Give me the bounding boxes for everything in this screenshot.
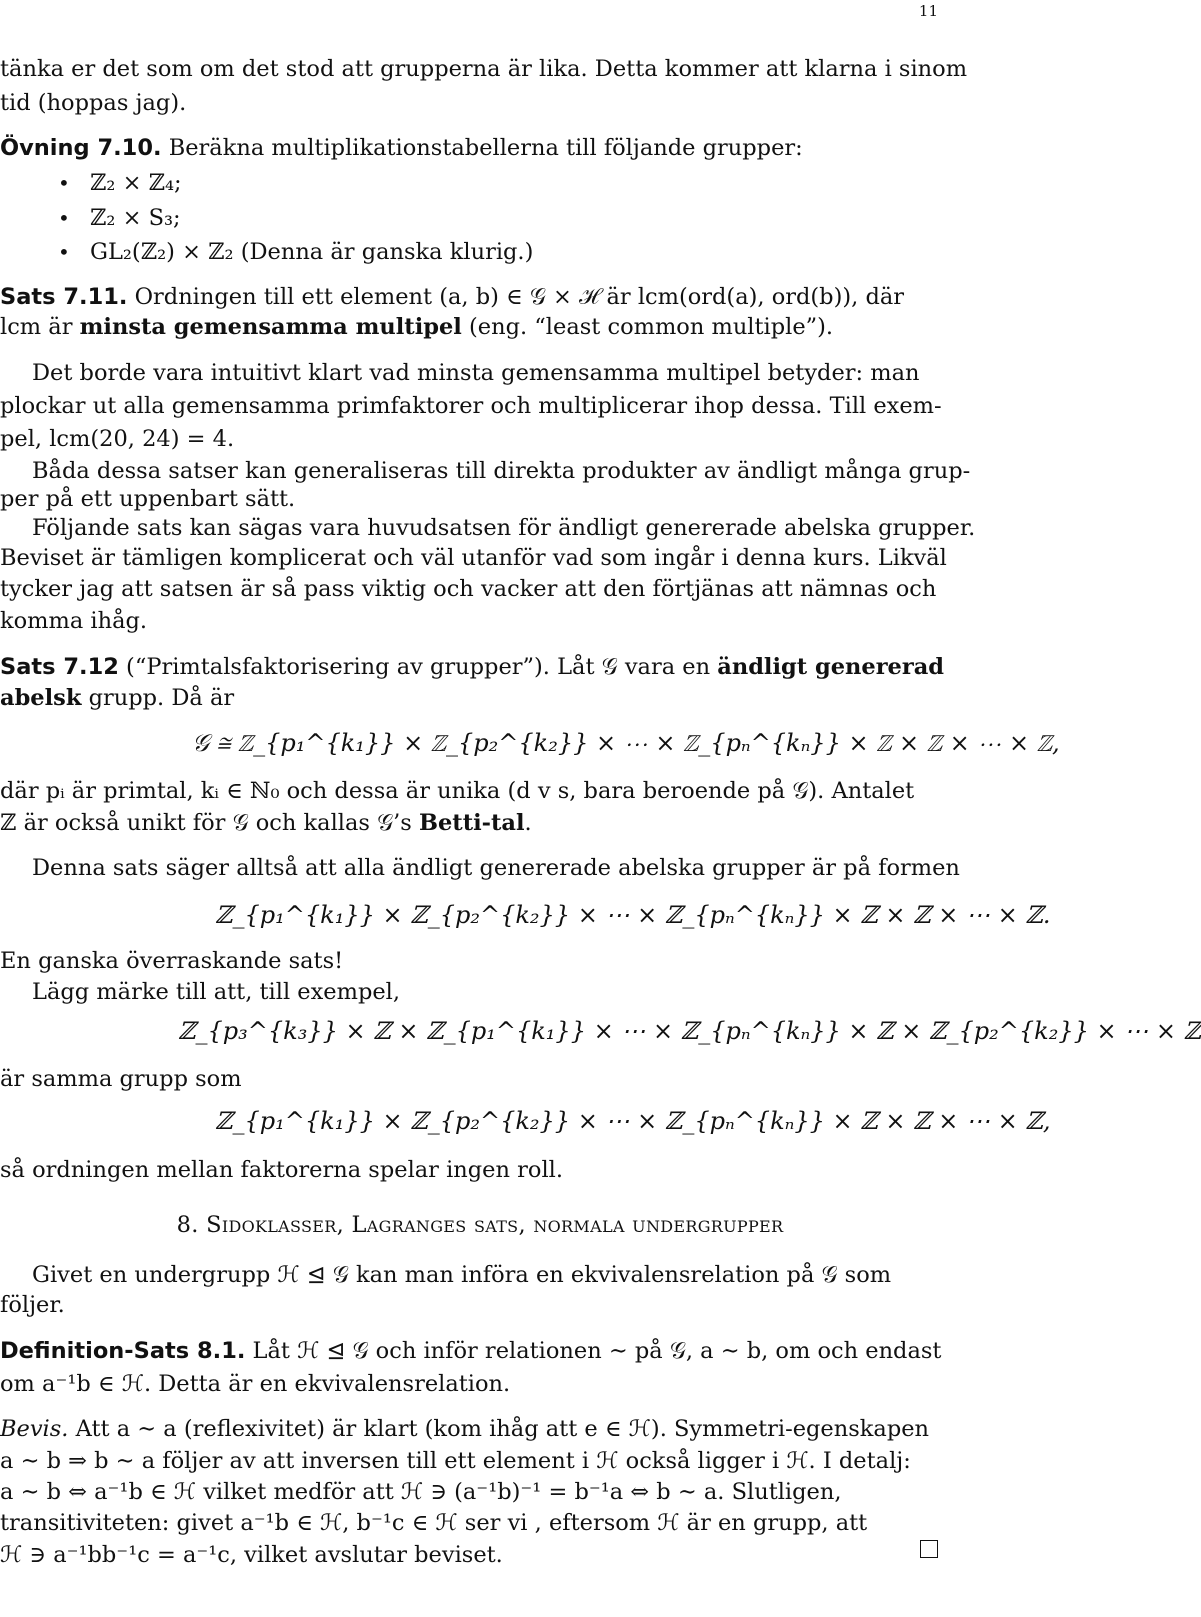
text-line: tänka er det som om det stod att grupperna är lika. Detta kommer att klarna i sinom [0,56,968,82]
text-line: följer. [0,1292,65,1318]
definition-line [0,1336,941,1366]
list-item: ℤ₂ × ℤ₄; [90,170,182,196]
text-line: Givet en undergrupp ℋ ⊴ 𝒢 kan man införa en ekvivalensrelation på 𝒢 som [32,1262,892,1288]
text-line: så ordningen mellan faktorerna spelar ingen roll. [0,1157,563,1183]
text-line: per på ett uppenbart sätt. [0,486,296,512]
text-span: . [524,810,532,836]
text-line: Beviset är tämligen komplicerat och väl utanför vad som ingår i denna kurs. Likväl [0,545,947,571]
text-span: grupp. Då är [81,685,235,711]
page-number: 11 [918,2,938,20]
text-line: tycker jag att satsen är så pass viktig och vacker att den förtjänas att nämnas och [0,576,937,602]
exercise-heading [0,133,803,163]
bullet-icon: • [58,206,70,230]
text-line: är samma grupp som [0,1066,242,1092]
theorem-line [0,683,234,713]
defined-term: ändligt genererad [717,654,945,680]
proof-label: Bevis. [0,1416,69,1442]
display-equation: ℤ_{p₁^{k₁}} × ℤ_{p₂^{k₂}} × ⋯ × ℤ_{pₙ^{kₙ}} × ℤ × ℤ × ⋯ × ℤ, [215,1107,1051,1135]
exercise-label: Övning 7.10. [0,135,162,161]
theorem-line [0,282,904,312]
text-span: lcm är [0,314,80,340]
definition-label: Definition-Sats 8.1. [0,1338,246,1364]
bullet-icon: • [58,240,70,264]
definition-line: om a⁻¹b ∈ ℋ. Detta är en ekvivalensrelation. [0,1371,511,1397]
proof-line: a ∼ b ⇔ a⁻¹b ∈ ℋ vilket medför att ℋ ∋ (a⁻¹b)⁻¹ = b⁻¹a ⇔ b ∼ a. Slutligen, [0,1479,842,1505]
theorem-text: Ordningen till ett element (a, b) ∈ 𝒢 × ℋ är lcm(ord(a), ord(b)), där [127,284,905,310]
list-item: GL₂(ℤ₂) × ℤ₂ (Denna är ganska klurig.) [90,239,534,265]
text-line: Denna sats säger alltså att alla ändligt genererade abelska grupper är på formen [32,855,960,881]
text-line [0,808,532,838]
text-line: där pᵢ är primtal, kᵢ ∈ ℕ₀ och dessa är unika (d v s, bara beroende på 𝒢). Antalet [0,778,915,804]
defined-term: minsta gemensamma multipel [79,314,462,340]
list-item: ℤ₂ × S₃; [90,205,181,231]
display-equation: ℤ_{p₃^{k₃}} × ℤ × ℤ_{p₁^{k₁}} × ⋯ × ℤ_{pₙ^{kₙ}} × ℤ × ℤ_{p₂^{k₂}} × ⋯ × ℤ [178,1017,1201,1045]
text-line: plockar ut alla gemensamma primfaktorer och multiplicerar ihop dessa. Till exem- [0,393,942,419]
text-line: pel, lcm(20, 24) = 4. [0,426,235,452]
text-span: ℤ är också unikt för 𝒢 och kallas 𝒢’s [0,810,419,836]
text-line: Lägg märke till att, till exempel, [32,979,401,1005]
text-span: Låt 𝒢 vara en [549,654,718,680]
qed-square-icon [920,1540,938,1558]
text-line: tid (hoppas jag). [0,90,187,116]
proof-line: ℋ ∋ a⁻¹bb⁻¹c = a⁻¹c, vilket avslutar beviset. [0,1542,503,1568]
text-line: En ganska överraskande sats! [0,948,344,974]
proof-line [0,1414,929,1444]
text-line: Det borde vara intuitivt klart vad minsta gemensamma multipel betyder: man [32,360,920,386]
theorem-line [0,312,833,342]
theorem-label: Sats 7.11. [0,284,128,310]
section-heading: 8. Sidoklasser, Lagranges sats, normala undergrupper [176,1212,784,1238]
theorem-line [0,652,944,682]
text-line: Båda dessa satser kan generaliseras till direkta produkter av ändligt många grup- [32,458,971,484]
text-line: komma ihåg. [0,608,148,634]
text-line: Följande sats kan sägas vara huvudsatsen för ändligt genererade abelska grupper. [32,515,976,541]
theorem-label: Sats 7.12 [0,654,119,680]
proof-line: transitiviteten: givet a⁻¹b ∈ ℋ, b⁻¹c ∈ ℋ ser vi , eftersom ℋ är en grupp, att [0,1510,868,1536]
proof-line: a ∼ b ⇒ b ∼ a följer av att inversen till ett element i ℋ också ligger i ℋ. I detalj: [0,1448,911,1474]
exercise-text: Beräkna multiplikationstabellerna till följande grupper: [161,135,803,161]
defined-term: Betti-tal [418,810,525,836]
bullet-icon: • [58,171,70,195]
text-span: (eng. “least common multiple”). [461,314,834,340]
display-equation: ℤ_{p₁^{k₁}} × ℤ_{p₂^{k₂}} × ⋯ × ℤ_{pₙ^{kₙ}} × ℤ × ℤ × ⋯ × ℤ. [215,901,1051,929]
theorem-title: (“Primtalsfaktorisering av grupper”). [118,654,550,680]
text-span: Låt ℋ ⊴ 𝒢 och inför relationen ∼ på 𝒢, a ∼ b, om och endast [245,1338,942,1364]
defined-term: abelsk [0,685,82,711]
text-span: Att a ∼ a (reflexivitet) är klart (kom ihåg att e ∈ ℋ). Symmetri-egenskapen [68,1416,930,1442]
display-equation: 𝒢 ≅ ℤ_{p₁^{k₁}} × ℤ_{p₂^{k₂}} × ⋯ × ℤ_{pₙ^{kₙ}} × ℤ × ℤ × ⋯ × ℤ, [192,729,1060,757]
